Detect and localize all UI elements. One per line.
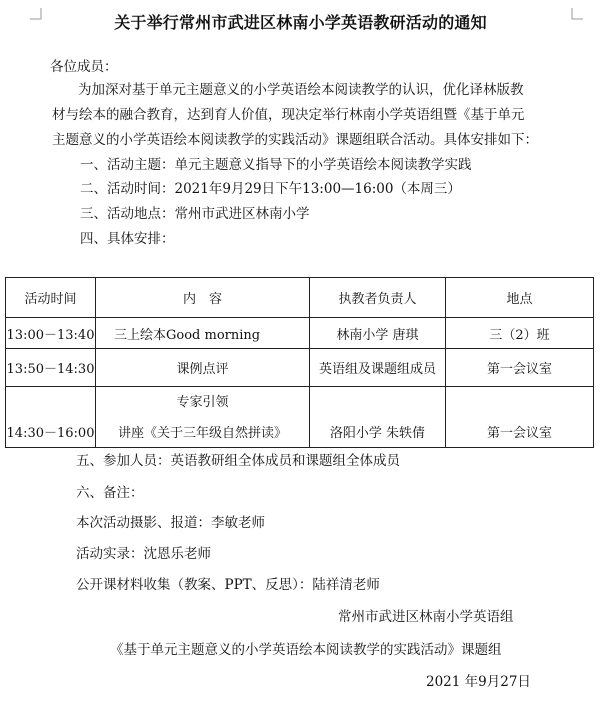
intro-line-3: 主题意义的小学英语绘本阅读教学的实践活动》课题组联合活动。具体安排如下： — [52, 132, 538, 148]
schedule-table — [5, 277, 594, 448]
signature-date: 2021 年9月27日 — [426, 674, 531, 690]
signature-group: 《基于单元主题意义的小学英语绘本阅读教学的实践活动》课题组 — [110, 642, 502, 658]
row-time: 14:30－16:00 — [6, 387, 96, 448]
item-theme: 一、活动主题：单元主题意义指导下的小学英语绘本阅读教学实践 — [80, 157, 472, 173]
item-schedule: 四、具体安排： — [80, 231, 175, 247]
page-title: 关于举行常州市武进区林南小学英语教研活动的通知 — [114, 13, 487, 32]
header-time: 活动时间 — [6, 278, 96, 318]
content-line-1: 专家引领 — [176, 395, 229, 410]
row-place: 第一会议室 — [446, 387, 594, 448]
row-person: 林南小学 唐琪 — [310, 318, 446, 349]
row-time: 13:00－13:40 — [6, 318, 96, 349]
item-participants: 五、参加人员：英语教研组全体成员和课题组全体成员 — [76, 453, 400, 469]
note-materials: 公开课材料收集（教案、PPT、反思）：陆祥清老师 — [76, 577, 380, 593]
item-location: 三、活动地点：常州市武进区林南小学 — [80, 206, 310, 222]
signature-org: 常州市武进区林南小学英语组 — [338, 609, 514, 625]
content-line-2: 讲座《关于三年级自然拼读》 — [117, 426, 287, 441]
intro-line-1: 为加深对基于单元主题意义的小学英语绘本阅读教学的认识，优化译林版教 — [78, 82, 524, 98]
item-time: 二、活动时间：2021年9月29日下午13:00—16:00（本周三） — [80, 181, 461, 197]
row-person: 英语组及课题组成员 — [310, 349, 446, 387]
salutation: 各位成员： — [50, 59, 118, 75]
row-place: 第一会议室 — [446, 349, 594, 387]
table-row — [6, 387, 594, 448]
header-person: 执教者负责人 — [310, 278, 446, 318]
table-row — [6, 349, 594, 387]
table-header-row — [6, 278, 594, 318]
row-content: 课例点评 — [96, 349, 310, 387]
intro-line-2: 材与绘本的融合教育，达到育人价值，现决定举行林南小学英语组暨《基于单元 — [52, 107, 525, 123]
note-record: 活动实录：沈恩乐老师 — [76, 546, 211, 562]
row-content: 三上绘本Good morning — [96, 318, 310, 349]
header-content: 内 容 — [96, 278, 310, 318]
row-time: 13:50－14:30 — [6, 349, 96, 387]
header-place: 地点 — [446, 278, 594, 318]
row-place: 三（2）班 — [446, 318, 594, 349]
row-content — [96, 387, 310, 448]
note-photo: 本次活动摄影、报道：李敏老师 — [76, 515, 265, 531]
item-notes: 六、备注： — [76, 485, 144, 501]
row-person: 洛阳小学 朱轶倩 — [310, 387, 446, 448]
table-row — [6, 318, 594, 349]
